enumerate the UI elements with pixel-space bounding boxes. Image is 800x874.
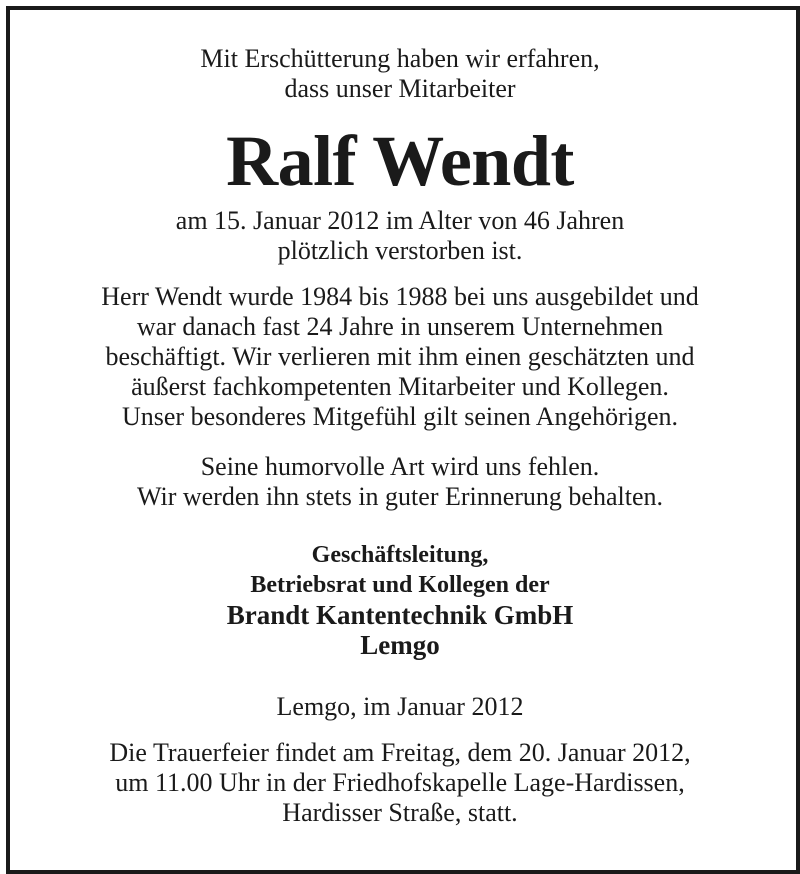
funeral-line-1: Die Trauerfeier findet am Freitag, dem 20. Januar 2012, [109, 738, 691, 767]
tribute-line-1: Herr Wendt wurde 1984 bis 1988 bei uns ausgebildet und [101, 282, 699, 311]
tribute-line-2: war danach fast 24 Jahre in unserem Unternehmen [136, 312, 664, 341]
signatories [0, 540, 800, 660]
tribute-paragraph [0, 282, 800, 432]
company-name: Brandt Kantentechnik GmbH [226, 600, 574, 630]
tribute-line-4: äußerst fachkompetenten Mitarbeiter und Kollegen. [131, 372, 669, 401]
place-and-date: Lemgo, im Januar 2012 [276, 692, 524, 721]
remembrance-line-2: Wir werden ihn stets in guter Erinnerung behalten. [136, 482, 664, 511]
tribute-line-5: Unser besonderes Mitgefühl gilt seinen Angehörigen. [122, 402, 678, 431]
funeral-line-2: um 11.00 Uhr in der Friedhofskapelle Lage-Hardissen, [115, 768, 685, 797]
intro-text [0, 44, 800, 104]
deceased-name: Ralf Wendt [226, 121, 574, 201]
signatory-line-1: Geschäftsleitung, [311, 542, 489, 568]
intro-line-2: dass unser Mitarbeiter [284, 74, 516, 103]
death-details [0, 206, 800, 266]
death-line-2: plötzlich verstorben ist. [277, 236, 523, 265]
remembrance-line-1: Seine humorvolle Art wird uns fehlen. [200, 452, 600, 481]
death-line-1: am 15. Januar 2012 im Alter von 46 Jahren [175, 206, 625, 235]
signatory-line-2: Betriebsrat und Kollegen der [250, 572, 550, 598]
company-city: Lemgo [360, 630, 440, 660]
funeral-line-3: Hardisser Straße, statt. [282, 798, 518, 827]
remembrance-text [0, 452, 800, 512]
funeral-details [0, 738, 800, 828]
intro-line-1: Mit Erschütterung haben wir erfahren, [200, 44, 600, 73]
tribute-line-3: beschäftigt. Wir verlieren mit ihm einen geschätzten und [105, 342, 695, 371]
